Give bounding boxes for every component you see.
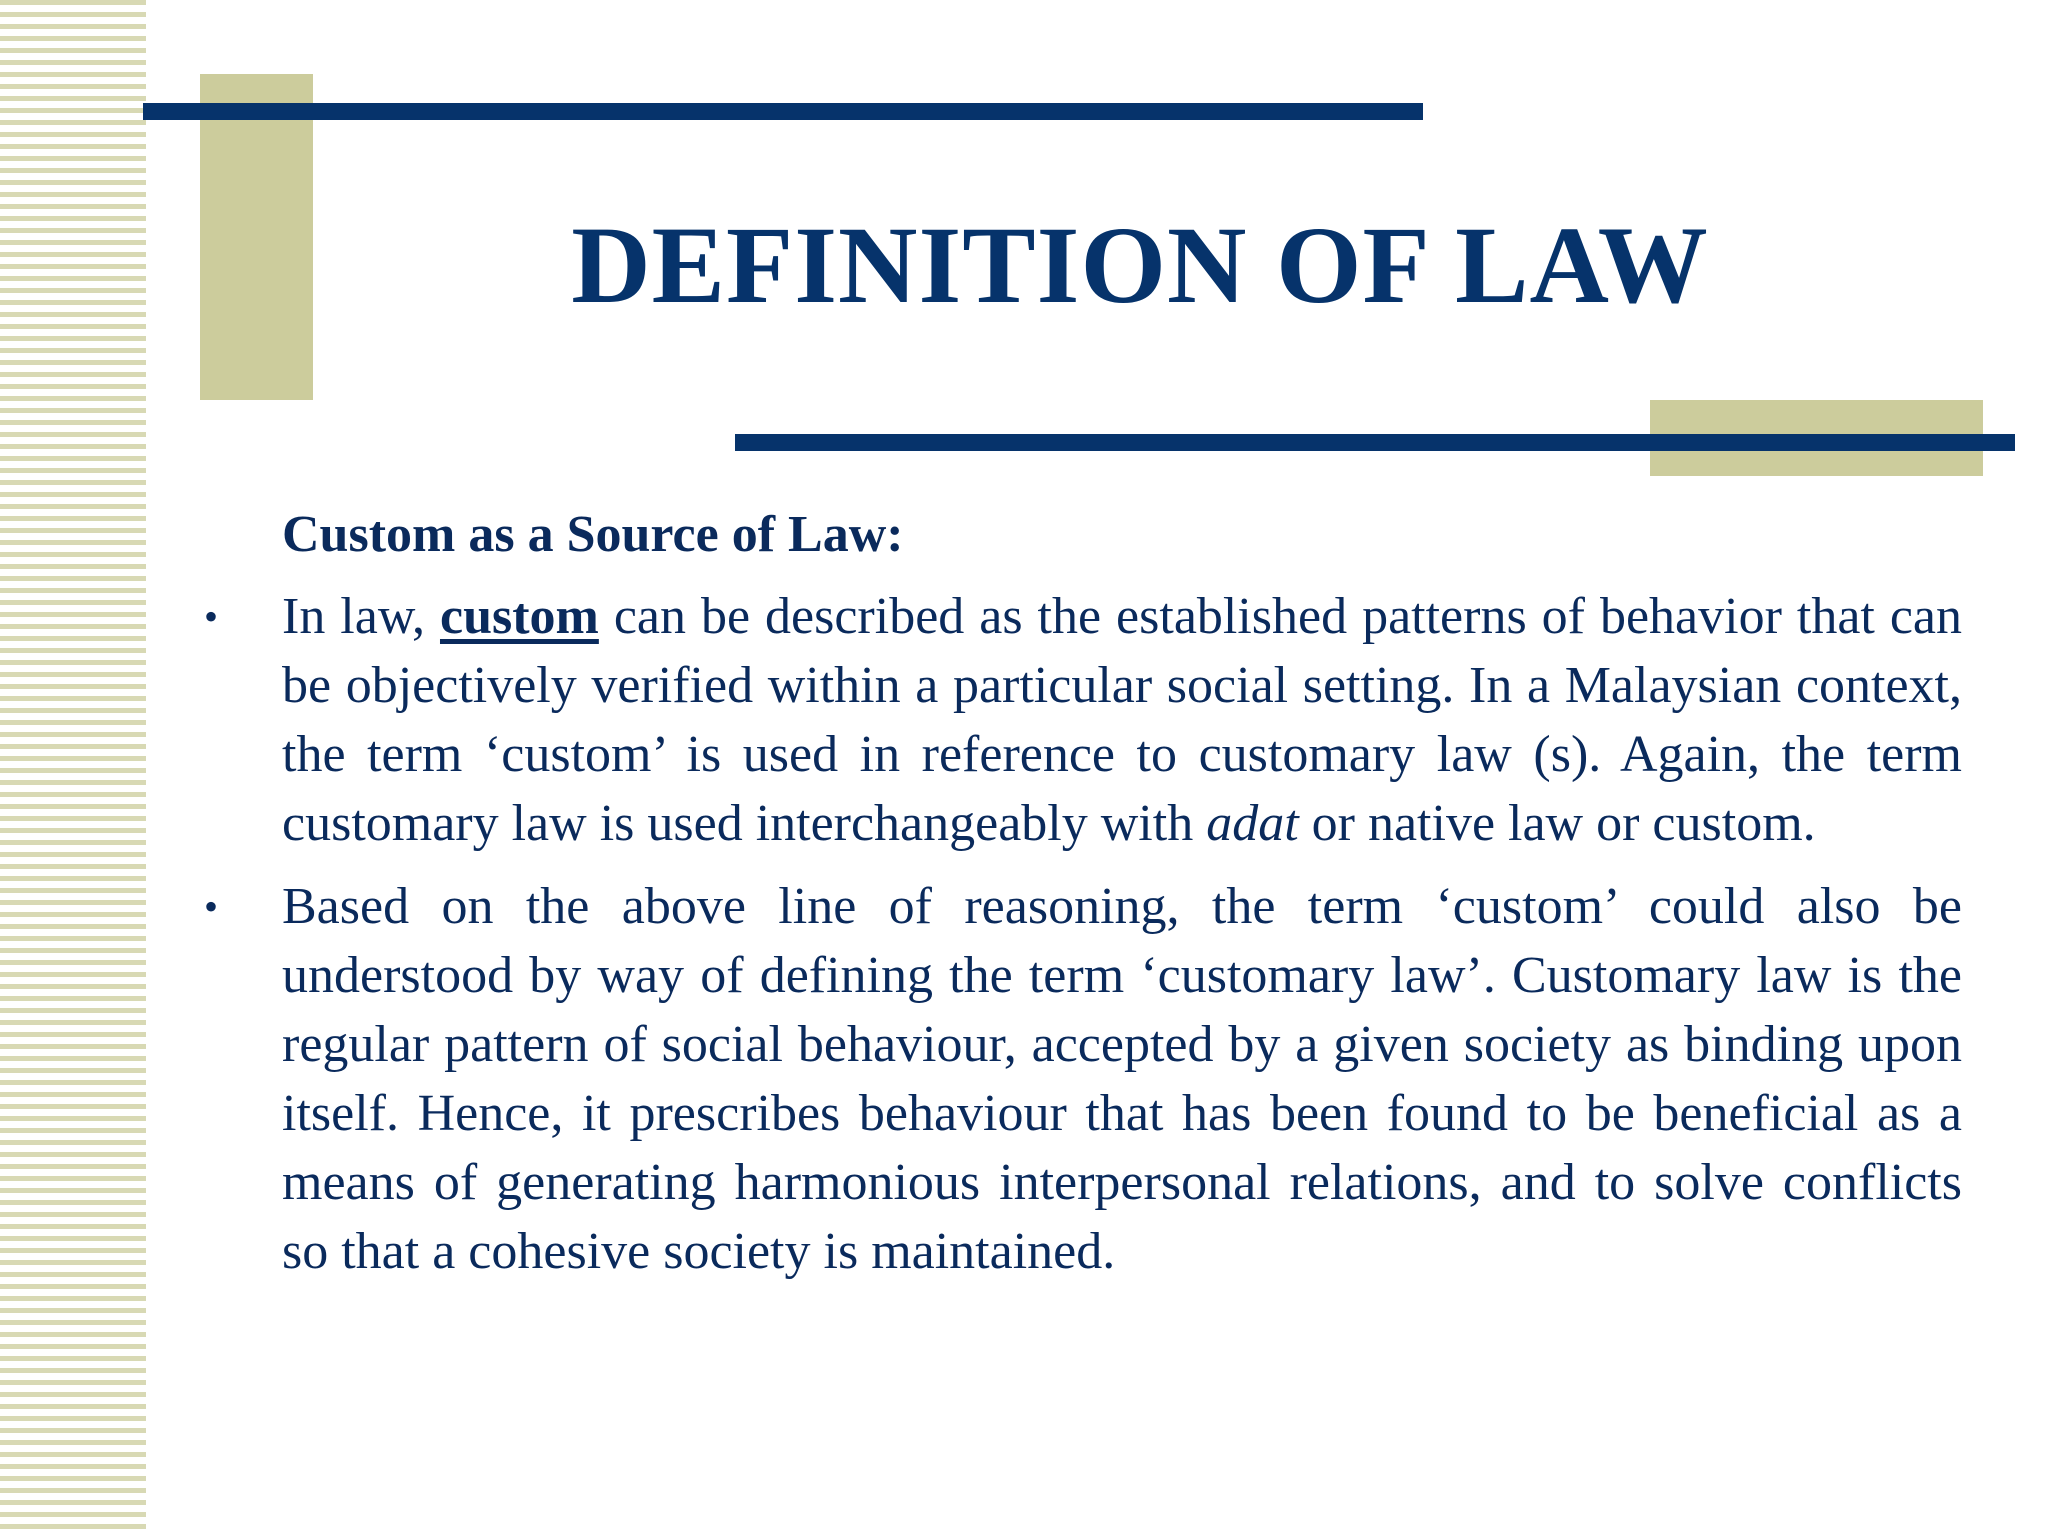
bullet-1-text: can be described as the established patterns of behavior that can be objectively verified within a particular social setting. In a Malaysian context, the term ‘custom’ is used in reference to customary law (s). Again, the term customary law is used interchangeably with <box>282 588 1962 852</box>
bullet-item-1 <box>204 582 1962 858</box>
navy-rule-top <box>143 103 1423 120</box>
navy-rule-bottom <box>735 434 2015 451</box>
bullet-marker: • <box>204 594 219 639</box>
bullet-1-prefix: In law, <box>282 588 440 645</box>
bullet-2-text: Based on the above line of reasoning, the term ‘custom’ could also be understood by way of defining the term ‘customary law’. Customary law is the regular pattern of social behaviour, accepted by a given society as binding upon itself. Hence, it prescribes behaviour that has been found to be beneficial as a means of generating harmonious interpersonal relations, and to solve conflicts so that a cohesive society is maintained. <box>282 878 1962 1280</box>
bullet-1-suffix: or native law or custom. <box>1298 795 1816 852</box>
slide-content <box>204 500 1962 1300</box>
italic-term-adat: adat <box>1206 795 1299 852</box>
olive-block-top-left <box>200 74 313 400</box>
bullet-marker: • <box>204 884 219 929</box>
slide-title: DEFINITION OF LAW <box>571 204 1709 326</box>
keyword-custom: custom <box>439 588 599 645</box>
left-stripe-decoration <box>0 0 146 1536</box>
subheading: Custom as a Source of Law: <box>282 506 904 563</box>
bullet-item-2 <box>204 872 1962 1286</box>
